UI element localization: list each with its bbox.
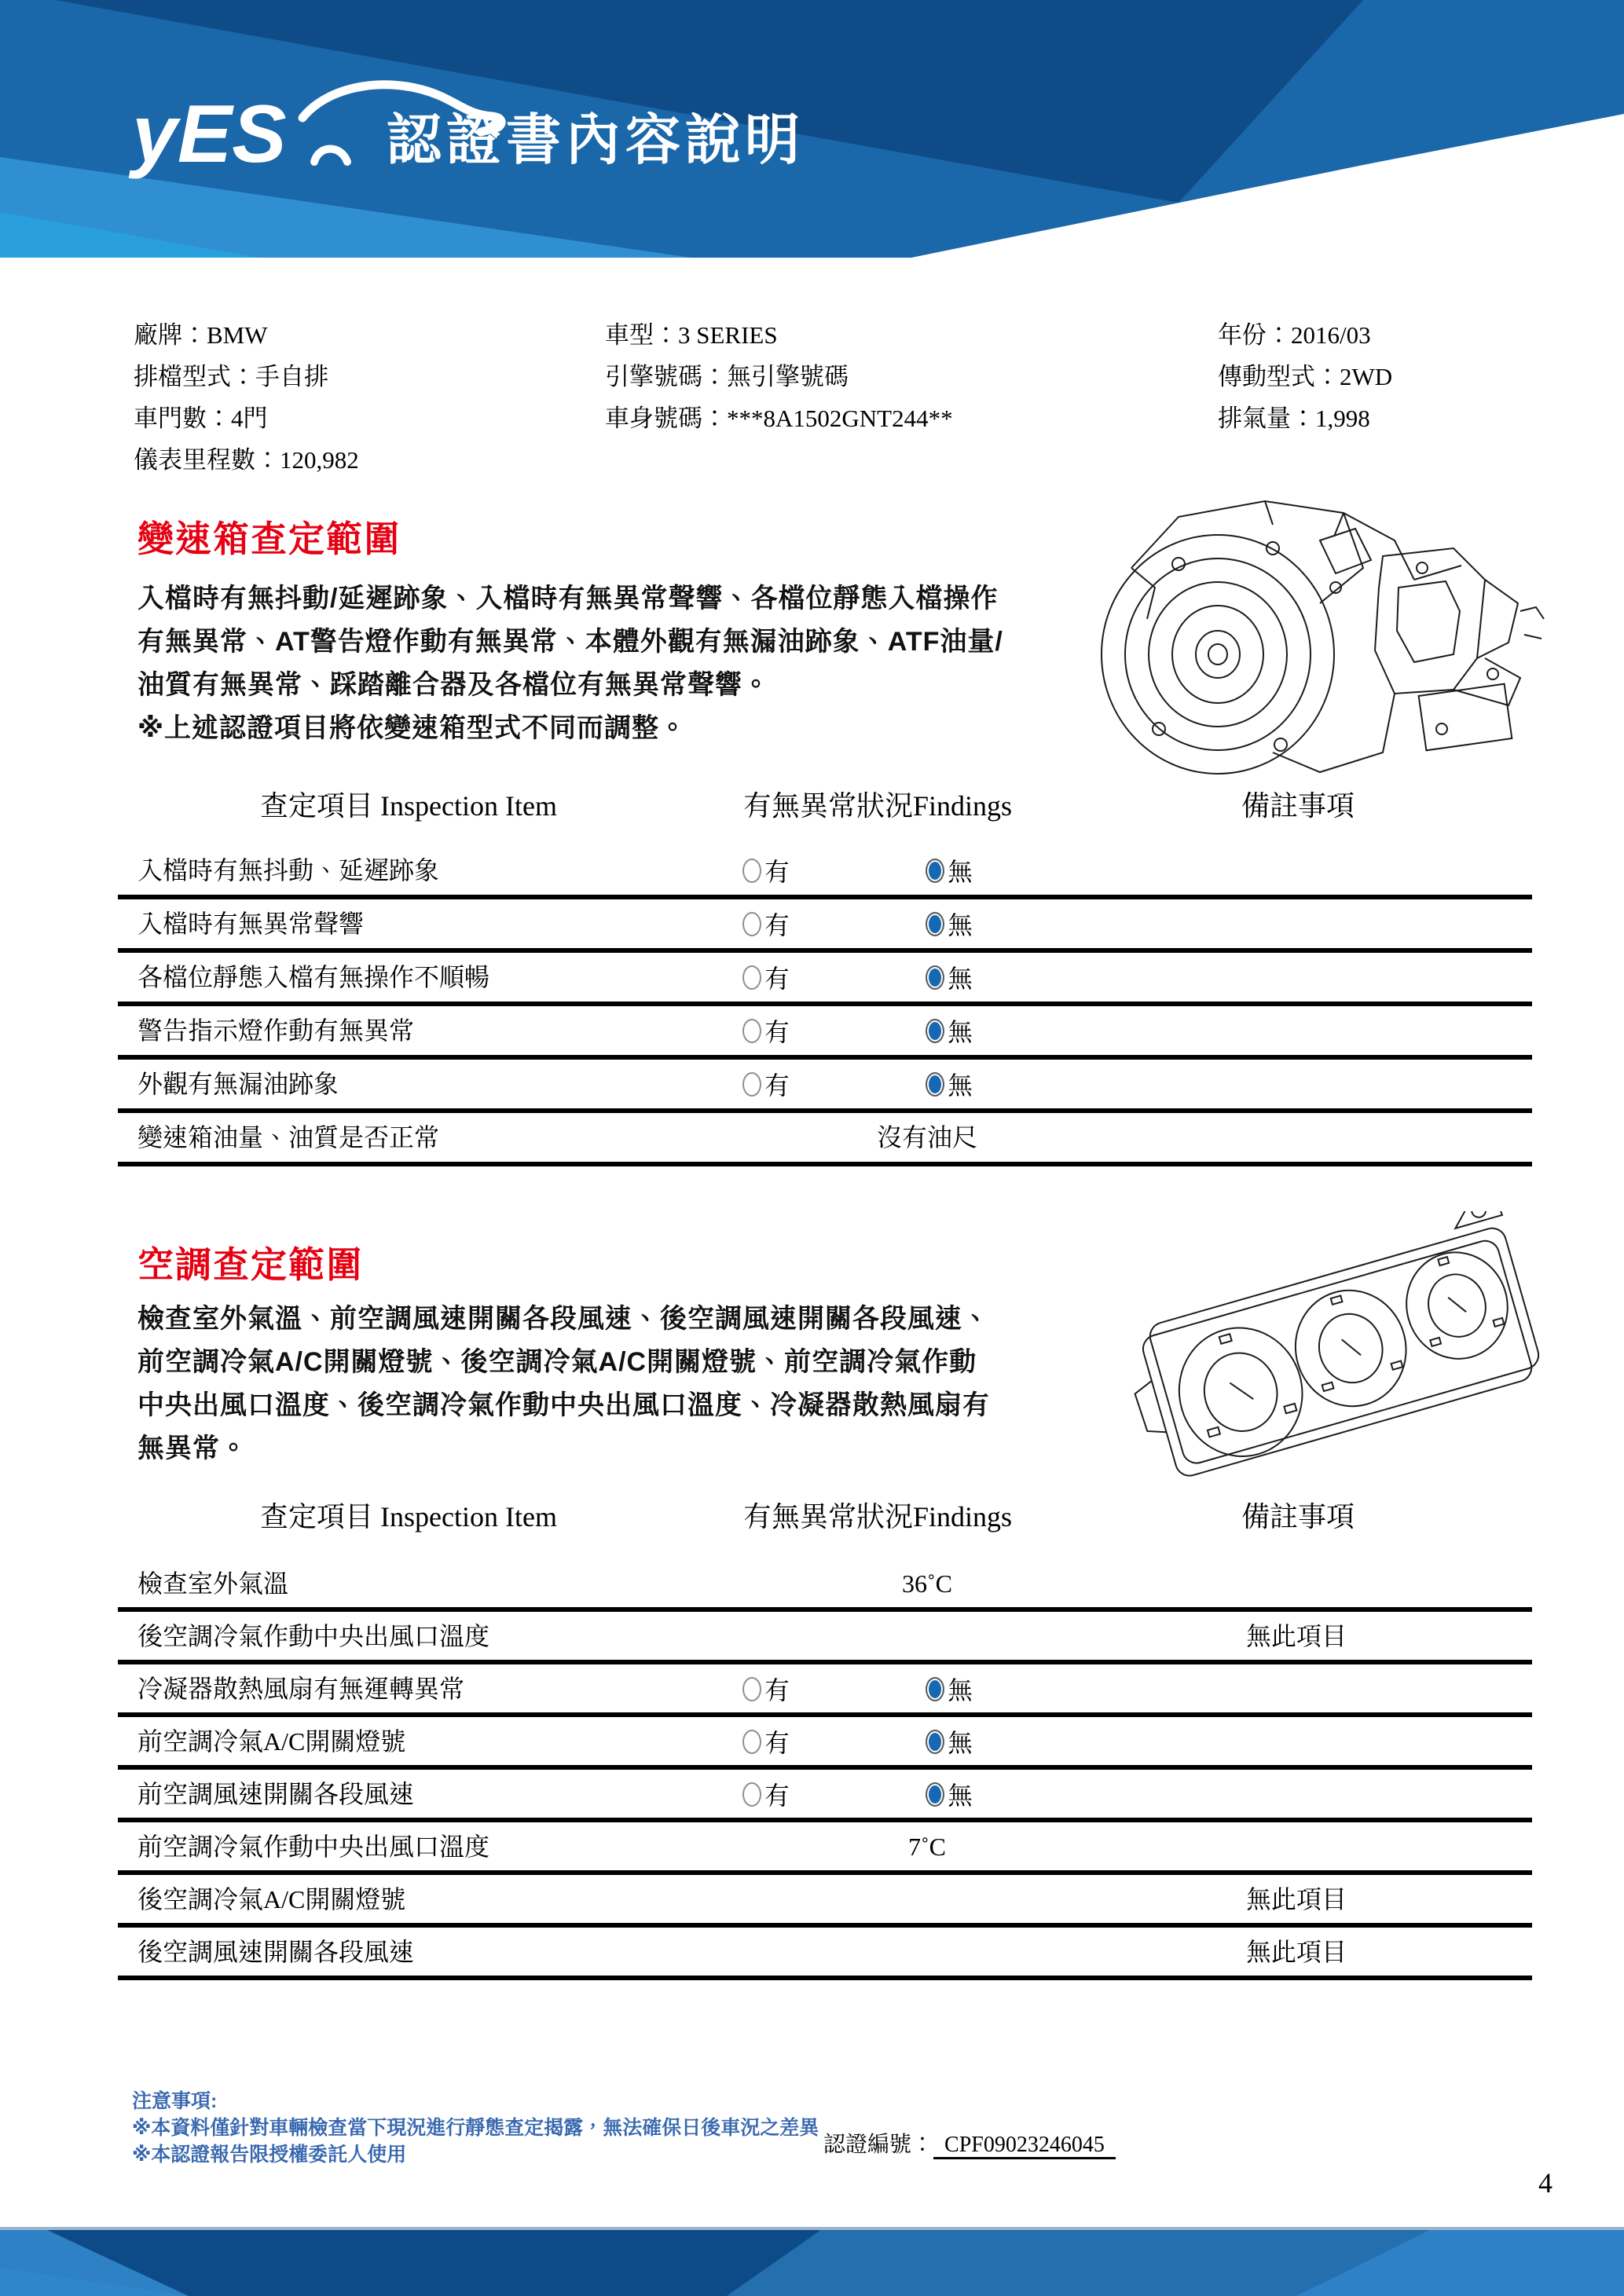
- radio-label: 有: [764, 1018, 790, 1046]
- column-header-findings: 有無異常狀況Findings: [742, 1501, 1013, 1532]
- radio-selected-icon[interactable]: [926, 1072, 944, 1097]
- inspection-item-cell: 變速箱油量、油質是否正常: [137, 1123, 440, 1152]
- radio-option-yes: [742, 846, 790, 895]
- radio-label: 無: [948, 1676, 973, 1705]
- radio-selected-icon[interactable]: [926, 912, 944, 936]
- radio-option-yes: [742, 1060, 790, 1108]
- vehicle-info-item: 儀表里程數：120,982: [134, 446, 359, 474]
- radio-option-no: [926, 1060, 973, 1108]
- radio-label: 無: [948, 1071, 973, 1100]
- inspection-item-cell: 各檔位靜態入檔有無操作不順暢: [137, 963, 490, 991]
- findings-value-cell: 7˚C: [908, 1833, 946, 1861]
- radio-selected-icon[interactable]: [926, 1730, 944, 1754]
- notice-line: ※本資料僅針對車輛檢查當下現況進行靜態查定揭露，無法確保日後車況之差異: [132, 2117, 819, 2139]
- table-row: [118, 1717, 1532, 1770]
- inspection-item-cell: 後空調冷氣作動中央出風口溫度: [137, 1622, 490, 1650]
- description-line: 有無異常、AT警告燈作動有無異常、本體外觀有無漏油跡象、ATF油量/: [137, 627, 1003, 657]
- section-description-air-conditioning: [137, 1298, 990, 1470]
- column-header-remarks: 備註事項: [1241, 1501, 1355, 1532]
- radio-label: 有: [764, 965, 790, 993]
- radio-unselected-icon[interactable]: [742, 1019, 761, 1043]
- radio-label: 無: [948, 1782, 973, 1810]
- inspection-item-cell: 冷凝器散熱風扇有無運轉異常: [137, 1675, 465, 1703]
- column-header-remarks: 備註事項: [1241, 790, 1355, 822]
- transmission-illustration: [1084, 493, 1548, 780]
- vehicle-info-item: 車門數：4門: [134, 405, 268, 432]
- radio-selected-icon[interactable]: [926, 1677, 944, 1701]
- column-header-inspection-item: 查定項目 Inspection Item: [260, 790, 557, 822]
- radio-unselected-icon[interactable]: [742, 859, 761, 883]
- table-row: [118, 1612, 1532, 1664]
- certificate-number-label: 認證編號：: [823, 2133, 934, 2157]
- vehicle-info-column-3: [1218, 314, 1392, 439]
- radio-label: 有: [764, 858, 790, 886]
- table-row: [118, 1559, 1532, 1612]
- remark-cell: 無此項目: [1245, 1885, 1347, 1913]
- table-row: [118, 953, 1532, 1006]
- vehicle-info-item: 傳動型式：2WD: [1218, 363, 1393, 390]
- radio-label: 有: [764, 1071, 790, 1100]
- inspection-item-cell: 警告指示燈作動有無異常: [137, 1016, 415, 1045]
- section-title-transmission: 變速箱查定範圍: [137, 518, 401, 559]
- vehicle-info-item: 廠牌：BMW: [134, 321, 268, 349]
- certificate-number-value: CPF09023246045: [933, 2133, 1116, 2159]
- radio-unselected-icon[interactable]: [742, 965, 761, 990]
- yes-logo-text: yES: [132, 89, 287, 180]
- radio-selected-icon[interactable]: [926, 965, 944, 990]
- vehicle-info-item: 引擎號碼：無引擎號碼: [605, 363, 849, 390]
- findings-value-cell: 36˚C: [902, 1569, 952, 1598]
- radio-option-yes: [742, 953, 790, 1002]
- findings-value-cell: 沒有油尺: [876, 1123, 977, 1152]
- radio-label: 有: [764, 1729, 790, 1757]
- notice-title: 注意事項:: [132, 2090, 218, 2112]
- radio-option-yes: [742, 899, 790, 948]
- table-row: [118, 1770, 1532, 1822]
- radio-option-no: [926, 1006, 973, 1055]
- radio-selected-icon[interactable]: [926, 1782, 944, 1807]
- radio-unselected-icon[interactable]: [742, 1782, 761, 1807]
- notice-block: [132, 2088, 819, 2168]
- radio-label: 無: [948, 1729, 973, 1757]
- notice-line: ※本認證報告限授權委託人使用: [132, 2144, 407, 2166]
- description-line: 油質有無異常、踩踏離合器及各檔位有無異常聲響。: [137, 670, 770, 700]
- section-description-transmission: [137, 577, 1003, 750]
- page-number: 4: [1538, 2167, 1553, 2199]
- car-wheel-icon: [314, 149, 347, 163]
- table-row: [118, 846, 1532, 899]
- radio-unselected-icon[interactable]: [742, 912, 761, 936]
- inspection-item-cell: 外觀有無漏油跡象: [137, 1070, 339, 1098]
- column-header-inspection-item: 查定項目 Inspection Item: [260, 1501, 557, 1532]
- radio-unselected-icon[interactable]: [742, 1730, 761, 1754]
- radio-selected-icon[interactable]: [926, 1019, 944, 1043]
- radio-label: 無: [948, 911, 973, 939]
- inspection-item-cell: 入檔時有無異常聲響: [137, 910, 365, 938]
- inspection-item-cell: 後空調冷氣A/C開關燈號: [137, 1885, 406, 1913]
- table-row: [118, 1928, 1532, 1980]
- vehicle-info-item: 年份：2016/03: [1218, 321, 1371, 349]
- radio-label: 有: [764, 1782, 790, 1810]
- radio-label: 有: [764, 911, 790, 939]
- transmission-inspection-table: [118, 846, 1532, 1166]
- radio-option-no: [926, 953, 973, 1002]
- radio-option-no: [926, 899, 973, 948]
- inspection-item-cell: 前空調冷氣作動中央出風口溫度: [137, 1833, 490, 1861]
- radio-label: 無: [948, 858, 973, 886]
- inspection-item-cell: 檢查室外氣溫: [137, 1569, 289, 1598]
- radio-option-yes: [742, 1770, 790, 1818]
- ac-inspection-table: [118, 1559, 1532, 1980]
- inspection-item-cell: 前空調冷氣A/C開關燈號: [137, 1727, 406, 1756]
- radio-option-yes: [742, 1006, 790, 1055]
- radio-option-yes: [742, 1664, 790, 1713]
- ac-panel-illustration: [1116, 1211, 1556, 1494]
- inspection-item-cell: 後空調風速開關各段風速: [137, 1938, 415, 1966]
- radio-label: 有: [764, 1676, 790, 1705]
- radio-option-no: [926, 1717, 973, 1766]
- description-line: 入檔時有無抖動/延遲跡象、入檔時有無異常聲響、各檔位靜態入檔操作: [137, 584, 999, 613]
- table-row: [118, 1113, 1532, 1166]
- vehicle-info-item: 車身號碼：***8A1502GNT244**: [605, 405, 953, 432]
- description-line: 中央出風口溫度、後空調冷氣作動中央出風口溫度、冷凝器散熱風扇有: [137, 1390, 990, 1420]
- radio-option-no: [926, 1664, 973, 1713]
- vehicle-info-column-1: [134, 314, 359, 481]
- remark-cell: 無此項目: [1245, 1938, 1347, 1966]
- column-header-findings: 有無異常狀況Findings: [742, 790, 1013, 822]
- description-line: 無異常。: [137, 1434, 247, 1463]
- table-row: [118, 1664, 1532, 1717]
- description-line: ※上述認證項目將依變速箱型式不同而調整。: [137, 713, 687, 743]
- radio-option-yes: [742, 1717, 790, 1766]
- description-line: 前空調冷氣A/C開關燈號、後空調冷氣A/C開關燈號、前空調冷氣作動: [137, 1347, 977, 1377]
- radio-option-no: [926, 846, 973, 895]
- table-row: [118, 1006, 1532, 1060]
- vehicle-info-column-2: [605, 314, 953, 439]
- description-line: 檢查室外氣溫、前空調風速開關各段風速、後空調風速開關各段風速、: [137, 1304, 990, 1334]
- certificate-number-line: [823, 2127, 1116, 2159]
- page-title: 認證書內容說明: [387, 109, 805, 170]
- radio-unselected-icon[interactable]: [742, 1677, 761, 1701]
- remark-cell: 無此項目: [1245, 1622, 1347, 1650]
- radio-option-no: [926, 1770, 973, 1818]
- footer-banner-background: [0, 2227, 1624, 2296]
- radio-label: 無: [948, 965, 973, 993]
- inspection-item-cell: 入檔時有無抖動、延遲跡象: [137, 856, 440, 884]
- vehicle-info-item: 車型：3 SERIES: [605, 321, 778, 349]
- table-row: [118, 1060, 1532, 1113]
- table-row: [118, 1875, 1532, 1928]
- table-row: [118, 899, 1532, 953]
- radio-selected-icon[interactable]: [926, 859, 944, 883]
- inspection-item-cell: 前空調風速開關各段風速: [137, 1780, 415, 1808]
- section-title-air-conditioning: 空調查定範圍: [137, 1244, 364, 1285]
- vehicle-info-item: 排檔型式：手自排: [134, 363, 328, 390]
- radio-label: 無: [948, 1018, 973, 1046]
- vehicle-info-item: 排氣量：1,998: [1218, 405, 1370, 432]
- table-row: [118, 1822, 1532, 1875]
- radio-unselected-icon[interactable]: [742, 1072, 761, 1097]
